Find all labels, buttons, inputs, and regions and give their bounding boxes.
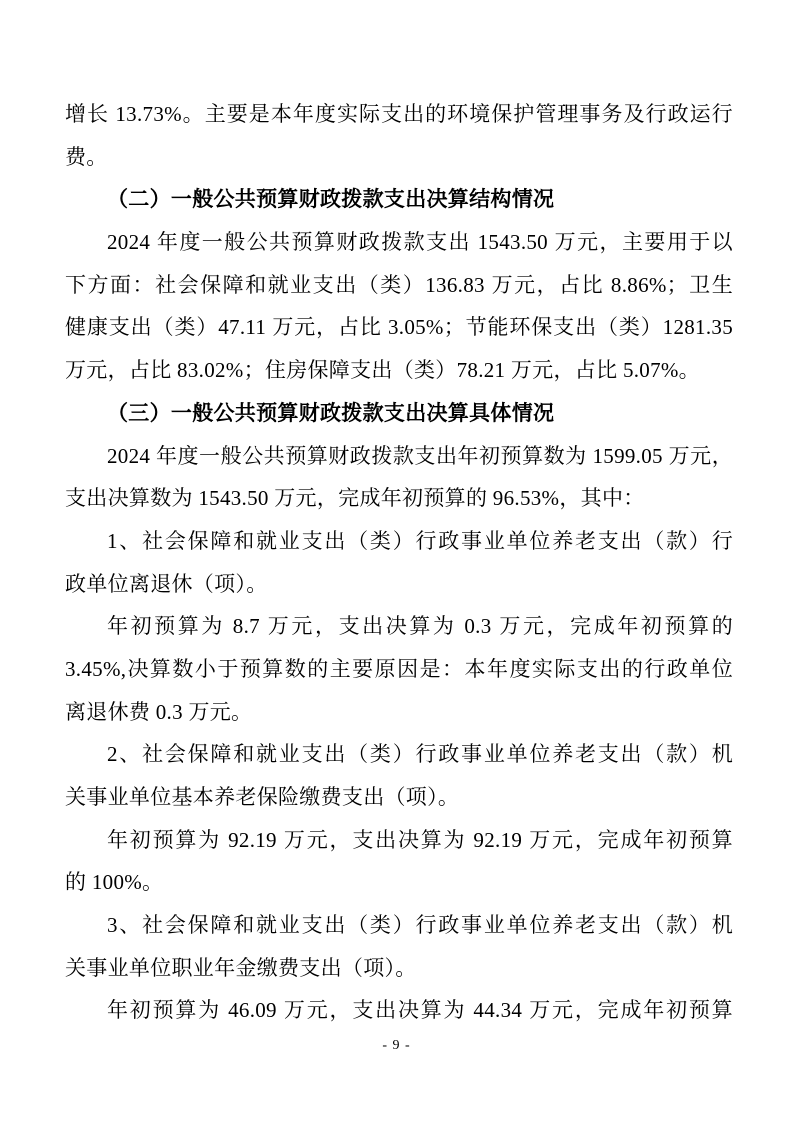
text-line: 离退休费 0.3 万元。	[65, 699, 253, 724]
page-number: - 9 -	[382, 1038, 411, 1053]
text-line: 关事业单位基本养老保险缴费支出（项）。	[65, 785, 460, 809]
text-line: 年初预算为 46.09 万元，支出决算为 44.34 万元，完成年初预算	[107, 998, 733, 1023]
text-line: 2、社会保障和就业支出（类）行政事业单位养老支出（款）机	[107, 742, 733, 767]
text-line: 关事业单位职业年金缴费支出（项）。	[65, 955, 417, 980]
text-line: 2024 年度一般公共预算财政拨款支出年初预算数为 1599.05 万元，	[107, 443, 733, 468]
text-line: 增长 13.73%。主要是本年度实际支出的环境保护管理事务及行政运行	[65, 102, 733, 126]
section-heading-detail: （三）一般公共预算财政拨款支出决算具体情况	[107, 400, 555, 425]
text-line: 万元，占比 83.02%；住房保障支出（类）78.21 万元，占比 5.07%。	[65, 358, 700, 383]
text-line: 3.45%,决算数小于预算数的主要原因是：本年度实际支出的行政单位	[65, 656, 733, 681]
text-line: 健康支出（类）47.11 万元，占比 3.05%；节能环保支出（类）1281.35	[65, 315, 733, 340]
text-line: 1、社会保障和就业支出（类）行政事业单位养老支出（款）行	[107, 528, 733, 553]
text-line: 年初预算为 92.19 万元，支出决算为 92.19 万元，完成年初预算	[107, 827, 733, 852]
text-line: 支出决算数为 1543.50 万元，完成年初预算的 96.53%，其中：	[65, 486, 645, 511]
text-line: 2024 年度一般公共预算财政拨款支出 1543.50 万元，主要用于以	[107, 230, 733, 255]
text-line: 的 100%。	[65, 870, 164, 895]
text-line: 政单位离退休（项）。	[65, 571, 268, 596]
text-line: 费。	[65, 144, 108, 169]
text-line: 下方面：社会保障和就业支出（类）136.83 万元，占比 8.86%；卫生	[65, 272, 733, 297]
document-body	[65, 93, 733, 1032]
text-line: 年初预算为 8.7 万元，支出决算为 0.3 万元，完成年初预算的	[107, 614, 733, 639]
section-heading-structure: （二）一般公共预算财政拨款支出决算结构情况	[107, 187, 555, 212]
text-line: 3、社会保障和就业支出（类）行政事业单位养老支出（款）机	[107, 913, 733, 938]
